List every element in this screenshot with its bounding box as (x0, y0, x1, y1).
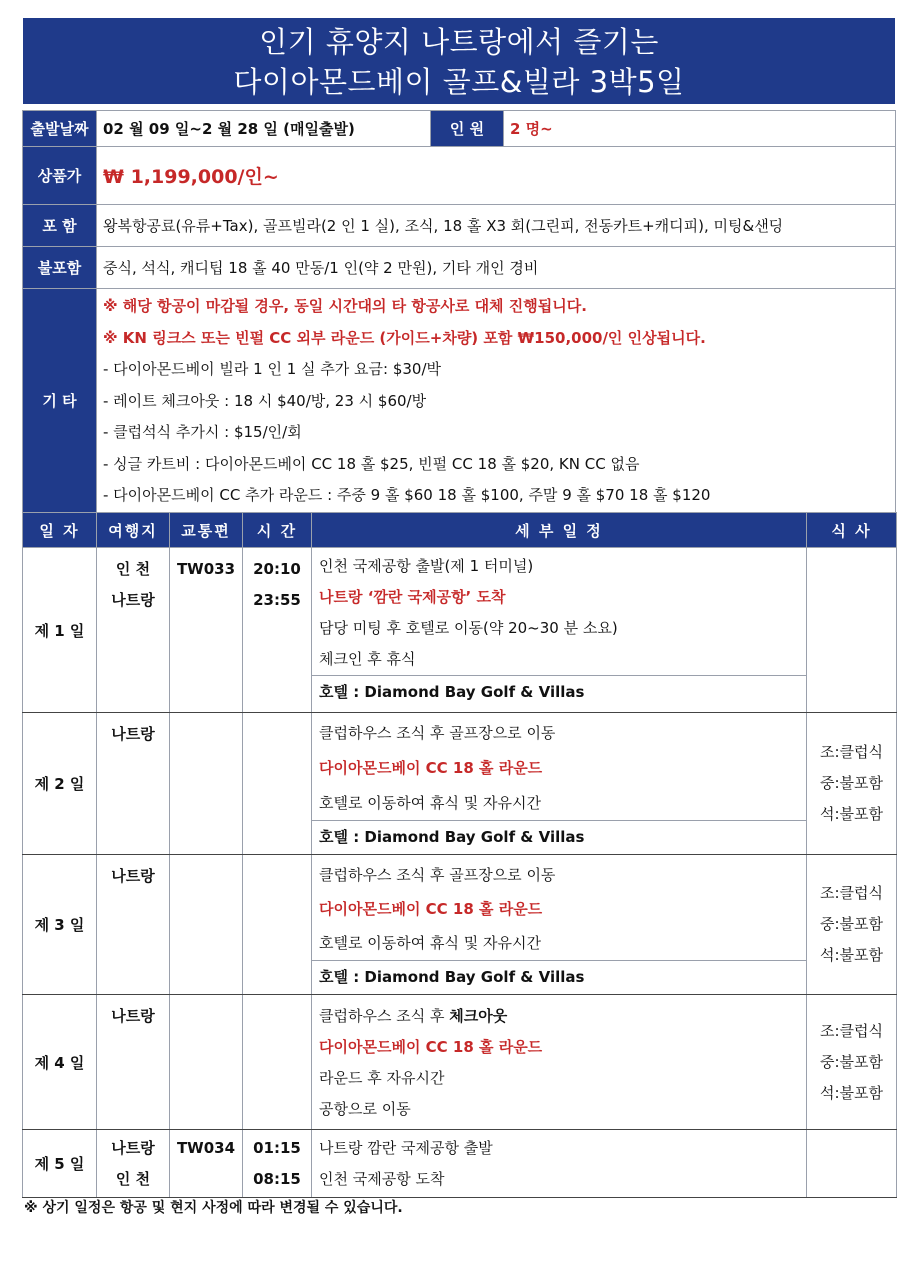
detail-line: 다이아몬드베이 CC 18 홀 라운드 (319, 759, 543, 777)
city: 나트랑 (111, 725, 155, 743)
flight-number: TW033 (170, 548, 243, 713)
flight-number (170, 995, 243, 1130)
people-label: 인 원 (431, 111, 504, 147)
misc-red-note: ※ KN 링크스 또는 빈펄 CC 외부 라운드 (가이드+차량) 포함 ₩150,000/인 인상됩니다. (103, 328, 706, 347)
misc-note: - 클럽석식 추가시 : $15/인/회 (103, 423, 302, 441)
detail-line (312, 1001, 806, 1032)
detail-line: 인천 국제공항 출발(제 1 터미널) (319, 557, 534, 575)
table-row (23, 995, 897, 1130)
meal-breakfast: 조:클럽식 (819, 884, 883, 902)
time-cell (243, 1130, 312, 1198)
misc-label: 기 타 (23, 289, 97, 513)
header-transport: 교통편 (170, 513, 243, 548)
meal-breakfast: 조:클럽식 (819, 1021, 883, 1040)
destination-cell (97, 995, 170, 1130)
included-label: 포 함 (23, 205, 97, 247)
hotel-line: 호텔 : Diamond Bay Golf & Villas (312, 960, 806, 994)
detail-line: 나트랑 깜란 국제공항 출발 (319, 1139, 493, 1157)
city: 나트랑 (111, 1007, 155, 1025)
table-row (23, 855, 897, 995)
meal-dinner: 석:불포함 (819, 1083, 883, 1102)
detail-line: 공항으로 이동 (319, 1100, 411, 1118)
misc-note: - 다이아몬드베이 빌라 1 인 1 실 추가 요금: $30/박 (103, 360, 441, 378)
details-cell (312, 713, 807, 855)
detail-line: 담당 미팅 후 호텔로 이동(약 20~30 분 소요) (319, 619, 618, 637)
detail-line: 클럽하우스 조식 후 골프장으로 이동 (319, 724, 556, 742)
excluded-value: 중식, 석식, 캐디팁 18 홀 40 만동/1 인(약 2 만원), 기타 개인 경비 (97, 247, 896, 289)
product-info-table (22, 110, 896, 513)
time-cell (243, 855, 312, 995)
header-day: 일 자 (23, 513, 97, 548)
included-value: 왕복항공료(유류+Tax), 골프빌라(2 인 1 실), 조식, 18 홀 X3 회(그린피, 전동카트+캐디피), 미팅&샌딩 (97, 205, 896, 247)
excluded-label: 불포함 (23, 247, 97, 289)
detail-line: 호텔로 이동하여 휴식 및 자유시간 (319, 794, 541, 812)
detail-text: 클럽하우스 조식 후 (319, 1007, 450, 1025)
checkout-text: 체크아웃 (449, 1007, 508, 1025)
details-cell (312, 855, 807, 995)
details-cell (312, 1130, 807, 1198)
day-label: 제 2 일 (23, 713, 97, 855)
city: 나트랑 (111, 1139, 155, 1157)
day-label: 제 3 일 (23, 855, 97, 995)
day-label: 제 1 일 (23, 548, 97, 713)
day-label: 제 4 일 (23, 995, 97, 1130)
details-cell (312, 548, 807, 713)
misc-note: - 레이트 체크아웃 : 18 시 $40/방, 23 시 $60/방 (103, 391, 427, 410)
time: 01:15 (253, 1139, 301, 1157)
details-cell (312, 995, 807, 1130)
time: 20:10 (253, 560, 301, 578)
detail-line: 라운드 후 자유시간 (319, 1069, 445, 1087)
table-row (23, 1130, 897, 1198)
detail-line: 클럽하우스 조식 후 골프장으로 이동 (319, 866, 556, 884)
day-label: 제 5 일 (23, 1130, 97, 1198)
detail-line: 인천 국제공항 도착 (319, 1170, 445, 1188)
destination-cell (97, 713, 170, 855)
city: 나트랑 (111, 591, 155, 609)
meals-cell (807, 548, 897, 713)
time-cell (243, 548, 312, 713)
detail-line: 다이아몬드베이 CC 18 홀 라운드 (319, 1038, 543, 1056)
meals-cell (807, 855, 897, 995)
meal-lunch: 중:불포함 (819, 774, 883, 792)
flight-number (170, 855, 243, 995)
city: 나트랑 (111, 867, 155, 885)
flight-number (170, 713, 243, 855)
misc-red-note: ※ 해당 항공이 마감될 경우, 동일 시간대의 타 항공사로 대체 진행됩니다. (103, 297, 587, 315)
detail-line: 체크인 후 휴식 (319, 650, 416, 668)
time: 23:55 (253, 591, 301, 609)
title-line-2: 다이아몬드베이 골프&빌라 3박5일 (233, 65, 685, 99)
meals-cell (807, 995, 897, 1130)
time: 08:15 (253, 1170, 301, 1188)
hotel-line: 호텔 : Diamond Bay Golf & Villas (312, 675, 806, 709)
schedule-table (22, 512, 897, 1198)
time-cell (243, 713, 312, 855)
title-line-1: 인기 휴양지 나트랑에서 즐기는 (259, 25, 659, 59)
header-meals: 식 사 (807, 513, 897, 548)
misc-note: - 싱글 카트비 : 다이아몬드베이 CC 18 홀 $25, 빈펄 CC 18 홀 $20, KN CC 없음 (103, 454, 640, 473)
detail-line: 나트랑 ‘깜란 국제공항’ 도착 (319, 588, 506, 606)
meal-lunch: 중:불포함 (819, 1052, 883, 1071)
time-cell (243, 995, 312, 1130)
meals-cell (807, 713, 897, 855)
hotel-line: 호텔 : Diamond Bay Golf & Villas (312, 820, 806, 854)
price-value: ₩ 1,199,000/인~ (97, 147, 896, 205)
departure-value: 02 월 09 일~2 월 28 일 (매일출발) (97, 111, 431, 147)
misc-notes (97, 289, 896, 513)
meals-cell (807, 1130, 897, 1198)
footnote: ※ 상기 일정은 항공 및 현지 사정에 따라 변경될 수 있습니다. (24, 1200, 403, 1216)
header-time: 시 간 (243, 513, 312, 548)
table-row (23, 713, 897, 855)
header-destination: 여행지 (97, 513, 170, 548)
people-value: 2 명~ (504, 111, 586, 147)
city: 인 천 (115, 560, 151, 578)
destination-cell (97, 1130, 170, 1198)
meal-dinner: 석:불포함 (819, 805, 883, 823)
detail-line: 호텔로 이동하여 휴식 및 자유시간 (319, 934, 541, 952)
detail-line: 다이아몬드베이 CC 18 홀 라운드 (319, 900, 543, 918)
departure-label: 출발날짜 (23, 111, 97, 147)
destination-cell (97, 548, 170, 713)
table-row (23, 548, 897, 713)
meal-dinner: 석:불포함 (819, 946, 883, 964)
meal-breakfast: 조:클럽식 (819, 743, 883, 761)
meal-lunch: 중:불포함 (819, 915, 883, 933)
title-banner (23, 18, 895, 104)
misc-note: - 다이아몬드베이 CC 추가 라운드 : 주중 9 홀 $60 18 홀 $100, 주말 9 홀 $70 18 홀 $120 (103, 486, 711, 504)
city: 인 천 (115, 1170, 151, 1188)
price-label: 상품가 (23, 147, 97, 205)
destination-cell (97, 855, 170, 995)
flight-number: TW034 (170, 1130, 243, 1198)
header-details: 세 부 일 정 (312, 513, 807, 548)
